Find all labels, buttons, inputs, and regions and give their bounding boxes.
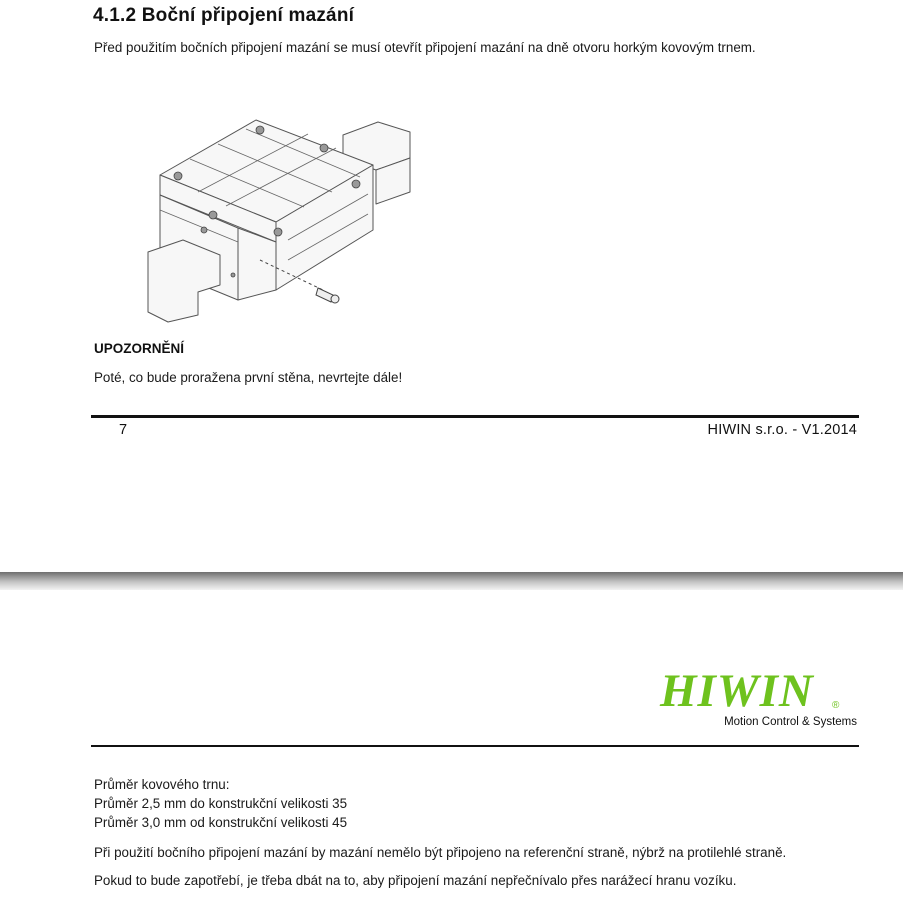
paragraph-2: Pokud to bude zapotřebí, je třeba dbát na to, aby připojení mazání nepřečnívalo přes narážecí hranu vozíku. — [94, 873, 737, 888]
paragraph-1: Při použití bočního připojení mazání by mazání nemělo být připojeno na referenční straně, nýbrž na protilehlé straně. — [94, 845, 787, 860]
footer-divider — [91, 415, 859, 418]
page-separator — [0, 572, 903, 590]
page-number: 7 — [119, 422, 128, 438]
linear-guide-block-illustration — [138, 110, 428, 335]
header-divider — [91, 745, 859, 747]
registered-mark: ® — [832, 700, 840, 711]
hiwin-logo: HIWIN — [660, 665, 814, 717]
section-heading: 4.1.2 Boční připojení mazání — [93, 5, 355, 26]
footer-company-version: HIWIN s.r.o. - V1.2014 — [707, 422, 857, 438]
warning-text: Poté, co bude proražena první stěna, nevrtejte dále! — [94, 370, 403, 385]
intro-text: Před použitím bočních připojení mazání se musí otevřít připojení mazání na dně otvoru horkým kovovým trnem. — [94, 40, 756, 55]
warning-title: UPOZORNĚNÍ — [94, 341, 185, 356]
logo-tagline: Motion Control & Systems — [724, 716, 857, 728]
diameter-line-1: Průměr 2,5 mm do konstrukční velikosti 35 — [94, 796, 348, 811]
diameter-line-2: Průměr 3,0 mm od konstrukční velikosti 45 — [94, 815, 348, 830]
diameter-title: Průměr kovového trnu: — [94, 777, 230, 792]
